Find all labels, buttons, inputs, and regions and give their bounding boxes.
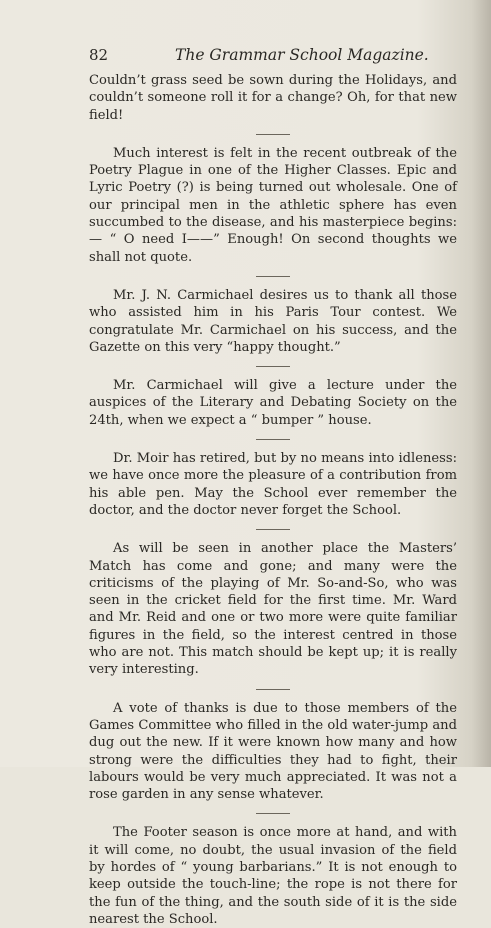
article-body [89, 72, 457, 928]
section-divider [256, 529, 290, 530]
paragraph-new-field: Couldn’t grass seed be sown during the Holidays, and couldn’t someone roll it for a change? Oh, for that new field! [89, 73, 457, 123]
section-divider [256, 276, 290, 277]
section-divider [256, 439, 290, 440]
page-number: 82 [89, 46, 109, 64]
paragraph-footer-season: The Footer season is once more at hand, and with it will come, no doubt, the usual invasion of the field by hordes of “ young barbarians.” It is not enough to keep outside the touch-line; the rope is not there for the fun of the thing, and the south side of it is the side nearest the School. [89, 825, 457, 927]
paragraph-carmichael-paris: Mr. J. N. Carmichael desires us to thank all those who assisted him in his Paris Tour contest. We congratulate Mr. Carmichael on his success, and the Gazette on this very “happy thought.” [89, 287, 457, 355]
paragraph-poetry-plague: Much interest is felt in the recent outbreak of the Poetry Plague in one of the Higher Classes. Epic and Lyric Poetry (?) is being turned out wholesale. One of our principal men in the athletic sphere has even succumbed to the disease, and his masterpiece begins:— “ O need I——” Enough! On second thoughts we shall not quote. [89, 145, 457, 265]
paragraph-dr-moir: Dr. Moir has retired, but by no means into idleness: we have once more the pleasure of a contribution from his able pen. May the School ever remember the doctor, and the doctor never forget the School. [89, 451, 457, 518]
paragraph-carmichael-lecture: Mr. Carmichael will give a lecture under the auspices of the Literary and Debating Society on the 24th, when we expect a “ bumper ” house. [89, 378, 457, 428]
section-divider [256, 689, 290, 690]
page-header [89, 46, 459, 66]
paragraph-games-committee: A vote of thanks is due to those members of the Games Committee who filled in the old water-jump and dug out the new. If it were known how many and how strong were the difficulties they had to fight, their labours would be very much appreciated. It was not a rose garden in any sense whatever. [89, 700, 457, 803]
paragraph-masters-match: As will be seen in another place the Masters’ Match has come and gone; and many were the criticisms of the playing of Mr. So-and-So, who was seen in the cricket field for the first time. Mr. Ward and Mr. Reid and one or two more were quite familiar figures in the field, so the interest centred in those who are not. This match should be kept up; it is really very interesting. [89, 541, 457, 678]
section-divider [256, 366, 290, 367]
running-title: The Grammar School Magazine. [175, 46, 429, 64]
section-divider [256, 134, 290, 135]
section-divider [256, 813, 290, 814]
